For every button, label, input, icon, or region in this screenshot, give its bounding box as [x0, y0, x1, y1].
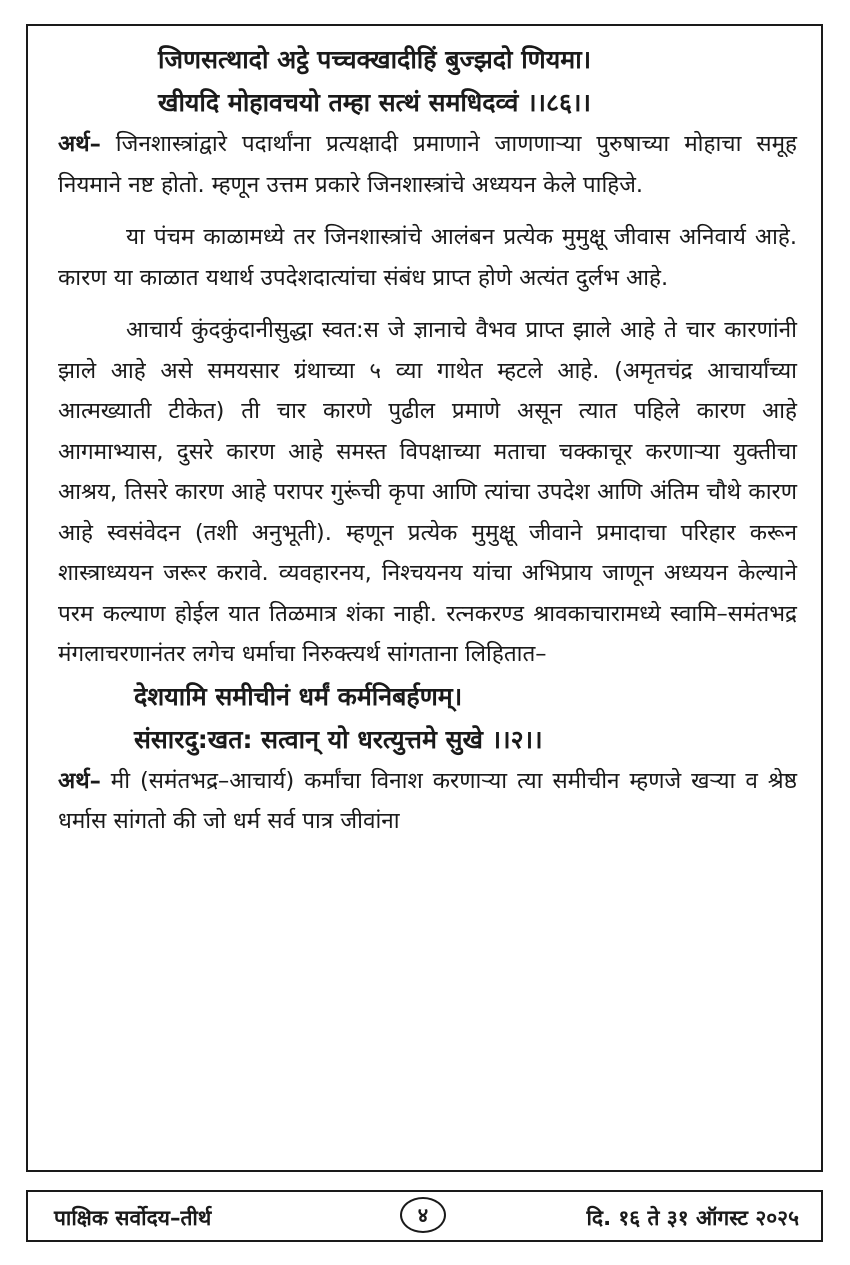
artha-paragraph-1: [58, 124, 797, 205]
paragraph-pancham-kal: या पंचम काळामध्ये तर जिनशास्त्रांचे आलंबन प्रत्येक मुमुक्षू जीवास अनिवार्य आहे. कारण या काळात यथार्थ उपदेशदात्यांचा संबंध प्राप्त होणे अत्यंत दुर्लभ आहे.: [58, 224, 797, 291]
publication-name: पाक्षिक सर्वोदय–तीर्थ: [54, 1206, 212, 1230]
page-content-frame: [26, 24, 823, 1172]
shloka-2-line-2: संसारदु:खत: सत्वान् यो धरत्युत्तमे सुखे ।।२।।: [134, 724, 543, 754]
issue-date: दि. १६ ते ३१ ऑगस्ट २०२५: [586, 1206, 799, 1230]
artha-text: जिनशास्त्रांद्वारे पदार्थांना प्रत्यक्षादी प्रमाणाने जाणणाऱ्या पुरुषाच्या मोहाचा समूह नियमाने नष्ट होतो. म्हणून उत्तम प्रकारे जिनशास्त्रांचे अध्ययन केले पाहिजे.: [58, 131, 797, 198]
paragraph-acharya-kundkund: आचार्य कुंदकुंदानीसुद्धा स्वत:स जे ज्ञानाचे वैभव प्राप्त झाले आहे ते चार कारणांनी झाले आहे असे समयसार ग्रंथाच्या ५ व्या गाथेत म्हटले आहे. (अमृतचंद्र आचार्यांच्या आत्मख्याती टीकेत) ती चार कारणे पुढील प्रमाणे असून त्यात पहिले कारण आहे आगमाभ्यास, दुसरे कारण आहे समस्त विपक्षाच्या मताचा चक्काचूर करणाऱ्या युक्तीचा आश्रय, तिसरे कारण आहे परापर गुरूंची कृपा आणि त्यांचा उपदेश आणि अंतिम चौथे कारण आहे स्वसंवेदन (तशी अनुभूती). म्हणून प्रत्येक मुमुक्षू जीवाने प्रमादाचा परिहार करून शास्त्राध्ययन जरूर करावे. व्यवहारनय, निश्चयनय यांचा अभिप्राय जाणून अध्ययन केल्याने परम कल्याण होईल यात तिळमात्र शंका नाही. रत्नकरण्ड श्रावकाचारामध्ये स्वामि–समंतभद्र मंगलाचरणानंतर लगेच धर्माचा निरुक्त्यर्थ सांगताना लिहितात–: [58, 317, 797, 667]
page-number-badge: ४: [400, 1197, 446, 1233]
gatha-86-line-2: खीयदि मोहावचयो तम्हा सत्थं समधिदव्वं ।।८६।।: [158, 88, 591, 117]
artha-label: अर्थ–: [58, 131, 101, 157]
shloka-2-line-1: देशयामि समीचीनं धर्मं कर्मनिबर्हणम्।: [134, 681, 463, 711]
artha-paragraph-2: [58, 761, 797, 842]
artha-text: मी (समंतभद्र–आचार्य) कर्मांचा विनाश करणाऱ्या त्या समीचीन म्हणजे खऱ्या व श्रेष्ठ धर्मास सांगतो की जो धर्म सर्व पात्र जीवांना: [58, 767, 797, 834]
gatha-86-line-1: जिणसत्थादो अट्ठे पच्चक्खादीहिं बुज्झदो णियमा।: [158, 45, 592, 74]
artha-label: अर्थ–: [58, 767, 101, 794]
page-footer: [26, 1190, 823, 1242]
